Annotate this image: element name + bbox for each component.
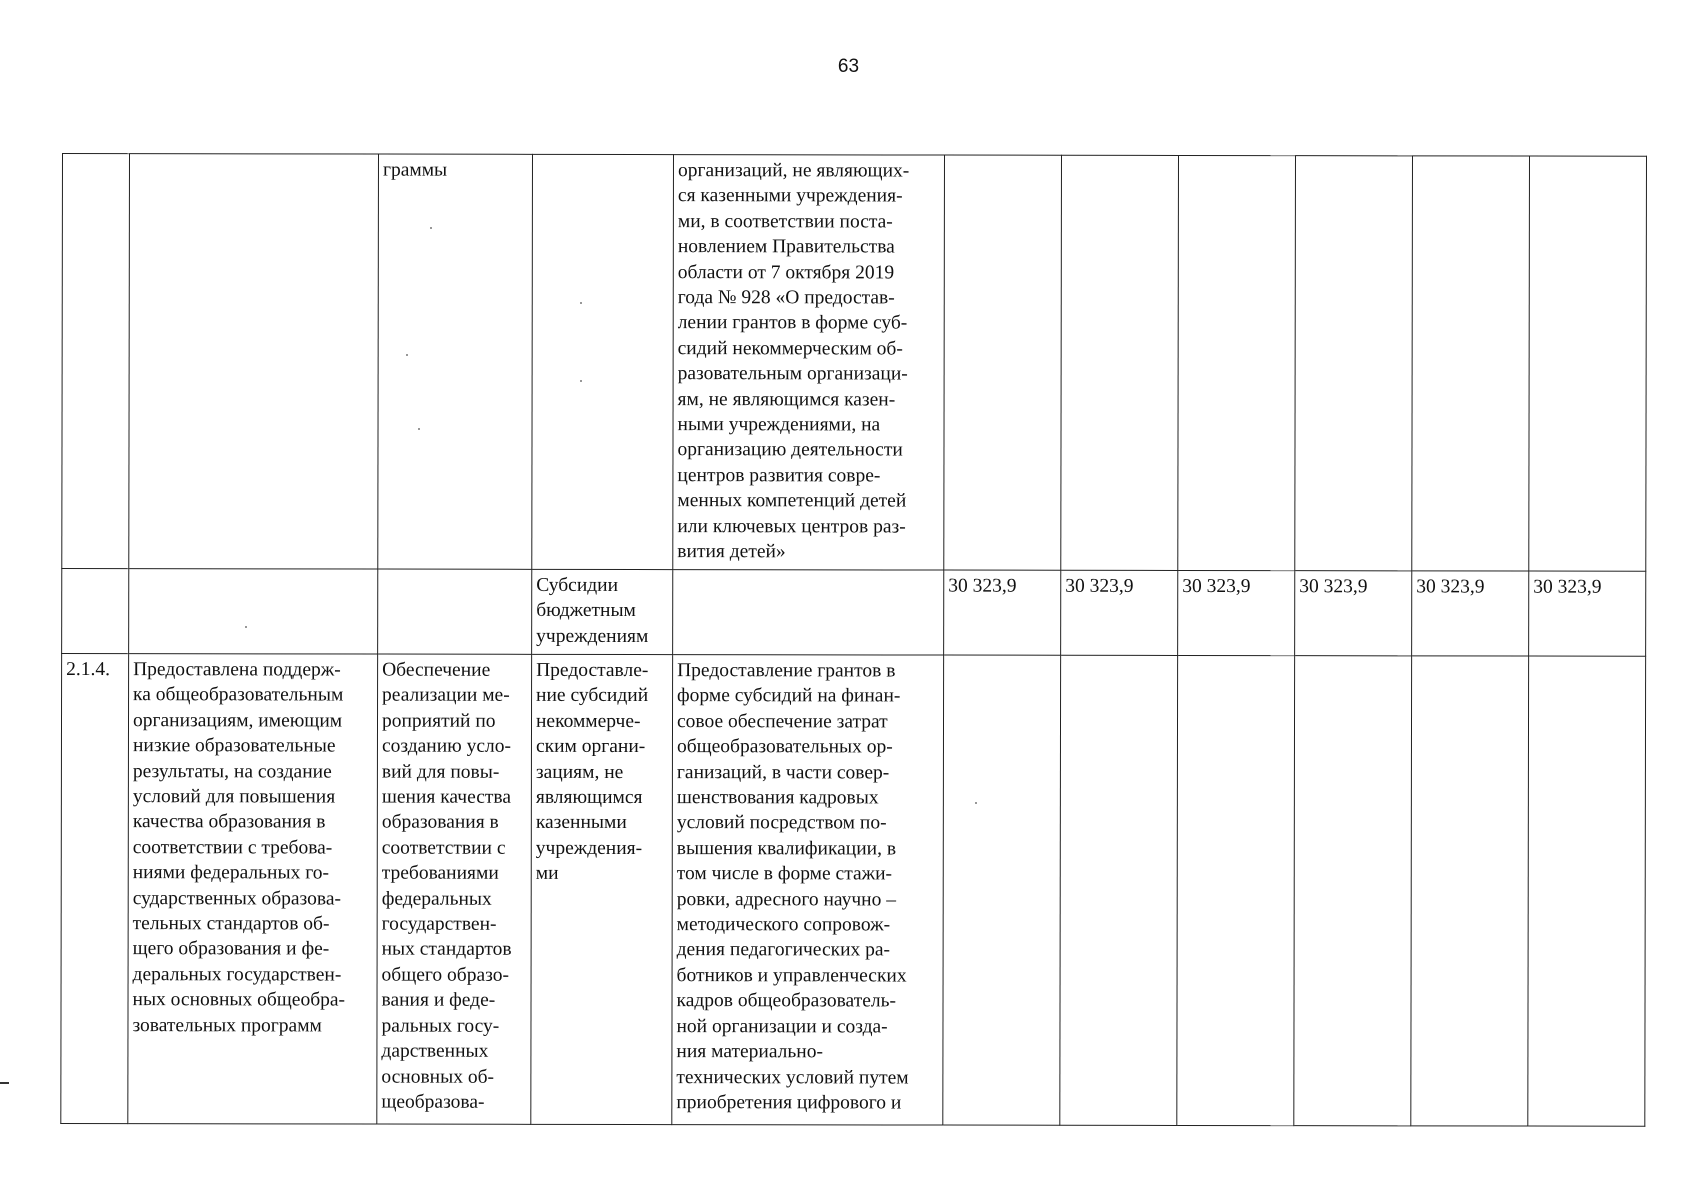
- table-row: [62, 154, 1647, 572]
- result-cell: [129, 154, 379, 569]
- scan-speck: [975, 802, 977, 804]
- description-cell: организаций, не являющих- ся казенными учреждения- ми, в соответствии поста- новлением Правительства области от 7 октября 2019 года № 928 «О предостав- лении грантов в форме суб- сидий некоммерческим об- разовательным организаци- ям, не являющимся казен- ными учреждениями, на организацию деятельности центров развития совре- менных компетенций детей или ключевых центров раз- вития детей»: [673, 155, 945, 570]
- value-cell: 30 323,9: [944, 570, 1061, 655]
- expense-type-cell: Предоставле- ние субсидий некоммерче- ским органи- зациям, не являющимся казенными учреждения- ми: [531, 654, 673, 1124]
- result-cell: Предоставлена поддерж- ка общеобразовательным организациям, имеющим низкие образовательные результаты, на создание условий для повышения качества образования в соответствии с требова- ниями федеральных го- сударственных образова- тельных стандартов об- щего образования и фе- деральных государствен- ных основных общеобра- зовательных программ: [128, 654, 378, 1124]
- value-cell: [944, 155, 1062, 570]
- value-cell: [1529, 156, 1647, 571]
- scan-speck: [406, 354, 408, 356]
- value-cell: 30 323,9: [1178, 570, 1295, 655]
- result-cell: [129, 569, 378, 654]
- value-cell: [1061, 155, 1179, 570]
- scan-speck: [580, 380, 582, 382]
- value-cell: [943, 655, 1061, 1125]
- expense-type-cell: [532, 154, 674, 569]
- scan-speck: [430, 227, 432, 229]
- margin-mark: [0, 1082, 9, 1084]
- row-number-cell: [62, 154, 130, 569]
- row-number-cell: [62, 569, 129, 654]
- value-cell: [1412, 156, 1530, 571]
- value-cell: 30 323,9: [1412, 571, 1529, 656]
- value-cell: [1528, 656, 1646, 1126]
- expense-type-cell: Субсидии бюджетным учреждениям: [532, 569, 673, 654]
- value-cell: 30 323,9: [1061, 570, 1178, 655]
- value-cell: [1294, 656, 1412, 1126]
- scan-speck: [580, 302, 582, 304]
- value-cell: [1060, 655, 1178, 1125]
- description-cell: Предоставление грантов в форме субсидий на финан- совое обеспечение затрат общеобразовательных ор- ганизаций, в части совер- шенствования кадровых условий посредством по- вышения квалификации, в том числе в форме стажи- ровки, адресного научно – методического сопровож- дения педагогических ра- ботников и управленческих кадров общеобразователь- ной организации и созда- ния материально- технических условий путем приобретения цифрового и: [672, 655, 944, 1125]
- value-cell: [1411, 656, 1529, 1126]
- table-row: [61, 654, 1646, 1127]
- description-cell: [673, 570, 944, 655]
- value-cell: [1178, 155, 1296, 570]
- budget-table: [60, 153, 1647, 1127]
- row-number-cell: 2.1.4.: [61, 654, 129, 1124]
- value-cell: [1177, 655, 1295, 1125]
- scan-speck: [245, 626, 247, 628]
- value-cell: 30 323,9: [1529, 571, 1646, 656]
- page-number: 63: [837, 56, 860, 77]
- scan-speck: [418, 428, 420, 430]
- measure-cell: граммы: [378, 154, 533, 569]
- measure-cell: [378, 569, 532, 654]
- value-cell: [1295, 156, 1413, 571]
- measure-cell: Обеспечение реализации ме- роприятий по созданию усло- вий для повы- шения качества образования в соответствии с требованиями федеральных государствен- ных стандартов общего образо- вания и феде- ральных госу- дарственных основных об- щеобразова-: [377, 654, 532, 1124]
- table-row: [62, 569, 1646, 657]
- value-cell: 30 323,9: [1295, 571, 1412, 656]
